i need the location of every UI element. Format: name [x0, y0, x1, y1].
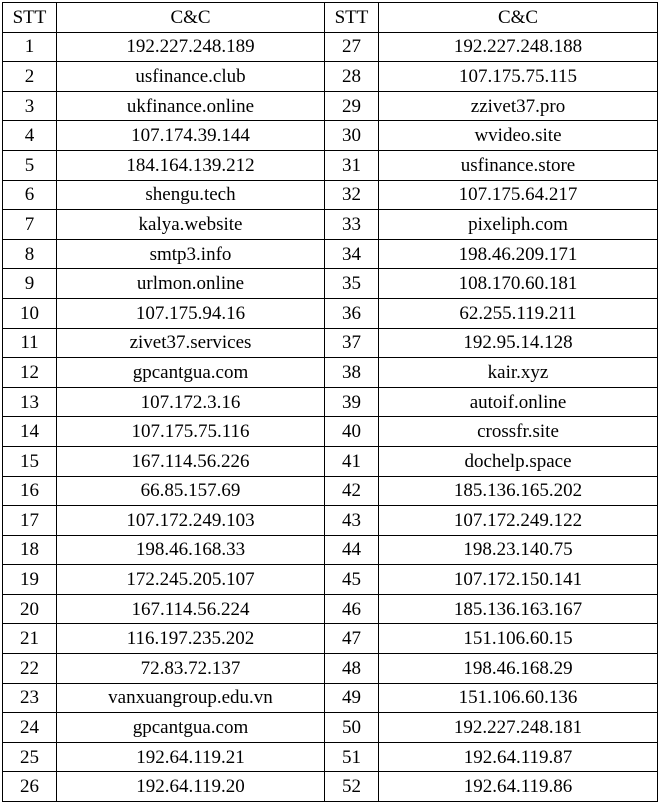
stt-cell-right: 33 [325, 210, 379, 240]
cc-cell-right: 185.136.165.202 [379, 476, 658, 506]
table-row [3, 683, 658, 713]
cc-cell-right: 108.170.60.181 [379, 269, 658, 299]
table-row [3, 298, 658, 328]
table-body [3, 32, 658, 801]
stt-cell-right: 39 [325, 387, 379, 417]
table-row [3, 121, 658, 151]
cc-cell-left: 192.64.119.20 [57, 772, 325, 802]
stt-cell-right: 30 [325, 121, 379, 151]
cc-cell-right: 151.106.60.136 [379, 683, 658, 713]
cc-cell-left: 107.175.75.116 [57, 417, 325, 447]
cc-cell-right: 62.255.119.211 [379, 298, 658, 328]
stt-cell-right: 52 [325, 772, 379, 802]
cc-cell-left: 167.114.56.226 [57, 446, 325, 476]
cc-cell-left: 184.164.139.212 [57, 150, 325, 180]
cc-cell-left: 172.245.205.107 [57, 565, 325, 595]
header-stt-left: STT [3, 3, 57, 33]
cc-cell-left: 167.114.56.224 [57, 594, 325, 624]
stt-cell-right: 48 [325, 654, 379, 684]
table-row [3, 32, 658, 62]
table-row [3, 358, 658, 388]
stt-cell-right: 27 [325, 32, 379, 62]
cc-cell-left: 72.83.72.137 [57, 654, 325, 684]
table-row [3, 624, 658, 654]
table-row [3, 713, 658, 743]
stt-cell-left: 3 [3, 91, 57, 121]
stt-cell-right: 49 [325, 683, 379, 713]
cc-cell-left: 107.172.3.16 [57, 387, 325, 417]
cc-cell-left: vanxuangroup.edu.vn [57, 683, 325, 713]
table-row [3, 210, 658, 240]
cc-cell-right: 192.227.248.181 [379, 713, 658, 743]
cc-cell-right: 192.95.14.128 [379, 328, 658, 358]
cc-cell-right: pixeliph.com [379, 210, 658, 240]
cc-table-container [2, 2, 658, 802]
cc-cell-left: 107.172.249.103 [57, 506, 325, 536]
cc-cell-right: autoif.online [379, 387, 658, 417]
table-row [3, 62, 658, 92]
stt-cell-right: 40 [325, 417, 379, 447]
stt-cell-right: 32 [325, 180, 379, 210]
header-stt-right: STT [325, 3, 379, 33]
stt-cell-right: 38 [325, 358, 379, 388]
cc-cell-right: 192.64.119.86 [379, 772, 658, 802]
table-row [3, 239, 658, 269]
cc-cell-left: 192.227.248.189 [57, 32, 325, 62]
table-row [3, 150, 658, 180]
stt-cell-right: 34 [325, 239, 379, 269]
table-row [3, 328, 658, 358]
cc-cell-right: 198.46.209.171 [379, 239, 658, 269]
stt-cell-left: 5 [3, 150, 57, 180]
stt-cell-left: 21 [3, 624, 57, 654]
cc-cell-right: 198.23.140.75 [379, 535, 658, 565]
stt-cell-left: 2 [3, 62, 57, 92]
stt-cell-left: 16 [3, 476, 57, 506]
cc-cell-right: usfinance.store [379, 150, 658, 180]
table-row [3, 269, 658, 299]
stt-cell-left: 25 [3, 742, 57, 772]
stt-cell-right: 36 [325, 298, 379, 328]
cc-server-table [2, 2, 658, 802]
stt-cell-left: 24 [3, 713, 57, 743]
stt-cell-left: 26 [3, 772, 57, 802]
cc-cell-left: ukfinance.online [57, 91, 325, 121]
header-cc-right: C&C [379, 3, 658, 33]
stt-cell-right: 47 [325, 624, 379, 654]
cc-cell-left: smtp3.info [57, 239, 325, 269]
stt-cell-right: 42 [325, 476, 379, 506]
cc-cell-left: gpcantgua.com [57, 358, 325, 388]
cc-cell-right: 107.175.64.217 [379, 180, 658, 210]
cc-cell-left: gpcantgua.com [57, 713, 325, 743]
table-row [3, 446, 658, 476]
stt-cell-right: 45 [325, 565, 379, 595]
stt-cell-left: 10 [3, 298, 57, 328]
stt-cell-left: 20 [3, 594, 57, 624]
stt-cell-right: 29 [325, 91, 379, 121]
cc-cell-right: 107.172.150.141 [379, 565, 658, 595]
stt-cell-right: 50 [325, 713, 379, 743]
stt-cell-right: 35 [325, 269, 379, 299]
table-row [3, 417, 658, 447]
stt-cell-left: 6 [3, 180, 57, 210]
table-row [3, 565, 658, 595]
table-row [3, 506, 658, 536]
stt-cell-left: 11 [3, 328, 57, 358]
stt-cell-left: 1 [3, 32, 57, 62]
cc-cell-right: 198.46.168.29 [379, 654, 658, 684]
cc-cell-right: 185.136.163.167 [379, 594, 658, 624]
table-row [3, 387, 658, 417]
stt-cell-left: 4 [3, 121, 57, 151]
cc-cell-left: 107.174.39.144 [57, 121, 325, 151]
cc-cell-left: 198.46.168.33 [57, 535, 325, 565]
table-row [3, 594, 658, 624]
stt-cell-left: 19 [3, 565, 57, 595]
table-row [3, 742, 658, 772]
cc-cell-right: dochelp.space [379, 446, 658, 476]
stt-cell-left: 23 [3, 683, 57, 713]
table-row [3, 180, 658, 210]
table-row [3, 654, 658, 684]
stt-cell-right: 43 [325, 506, 379, 536]
stt-cell-right: 51 [325, 742, 379, 772]
stt-cell-right: 41 [325, 446, 379, 476]
cc-cell-left: kalya.website [57, 210, 325, 240]
cc-cell-right: crossfr.site [379, 417, 658, 447]
cc-cell-right: 107.175.75.115 [379, 62, 658, 92]
stt-cell-left: 14 [3, 417, 57, 447]
stt-cell-left: 7 [3, 210, 57, 240]
cc-cell-right: 192.64.119.87 [379, 742, 658, 772]
cc-cell-left: 192.64.119.21 [57, 742, 325, 772]
stt-cell-left: 8 [3, 239, 57, 269]
table-row [3, 91, 658, 121]
stt-cell-left: 9 [3, 269, 57, 299]
table-row [3, 476, 658, 506]
cc-cell-left: urlmon.online [57, 269, 325, 299]
table-row [3, 772, 658, 802]
cc-cell-right: 107.172.249.122 [379, 506, 658, 536]
stt-cell-right: 37 [325, 328, 379, 358]
cc-cell-left: 107.175.94.16 [57, 298, 325, 328]
cc-cell-right: kair.xyz [379, 358, 658, 388]
stt-cell-right: 31 [325, 150, 379, 180]
stt-cell-right: 44 [325, 535, 379, 565]
stt-cell-left: 22 [3, 654, 57, 684]
header-cc-left: C&C [57, 3, 325, 33]
cc-cell-right: 151.106.60.15 [379, 624, 658, 654]
stt-cell-right: 46 [325, 594, 379, 624]
stt-cell-left: 17 [3, 506, 57, 536]
cc-cell-left: usfinance.club [57, 62, 325, 92]
cc-cell-right: 192.227.248.188 [379, 32, 658, 62]
stt-cell-left: 18 [3, 535, 57, 565]
cc-cell-right: wvideo.site [379, 121, 658, 151]
cc-cell-left: shengu.tech [57, 180, 325, 210]
cc-cell-left: zivet37.services [57, 328, 325, 358]
stt-cell-left: 13 [3, 387, 57, 417]
stt-cell-left: 15 [3, 446, 57, 476]
cc-cell-right: zzivet37.pro [379, 91, 658, 121]
cc-cell-left: 66.85.157.69 [57, 476, 325, 506]
stt-cell-left: 12 [3, 358, 57, 388]
header-row [3, 3, 658, 33]
stt-cell-right: 28 [325, 62, 379, 92]
cc-cell-left: 116.197.235.202 [57, 624, 325, 654]
table-row [3, 535, 658, 565]
